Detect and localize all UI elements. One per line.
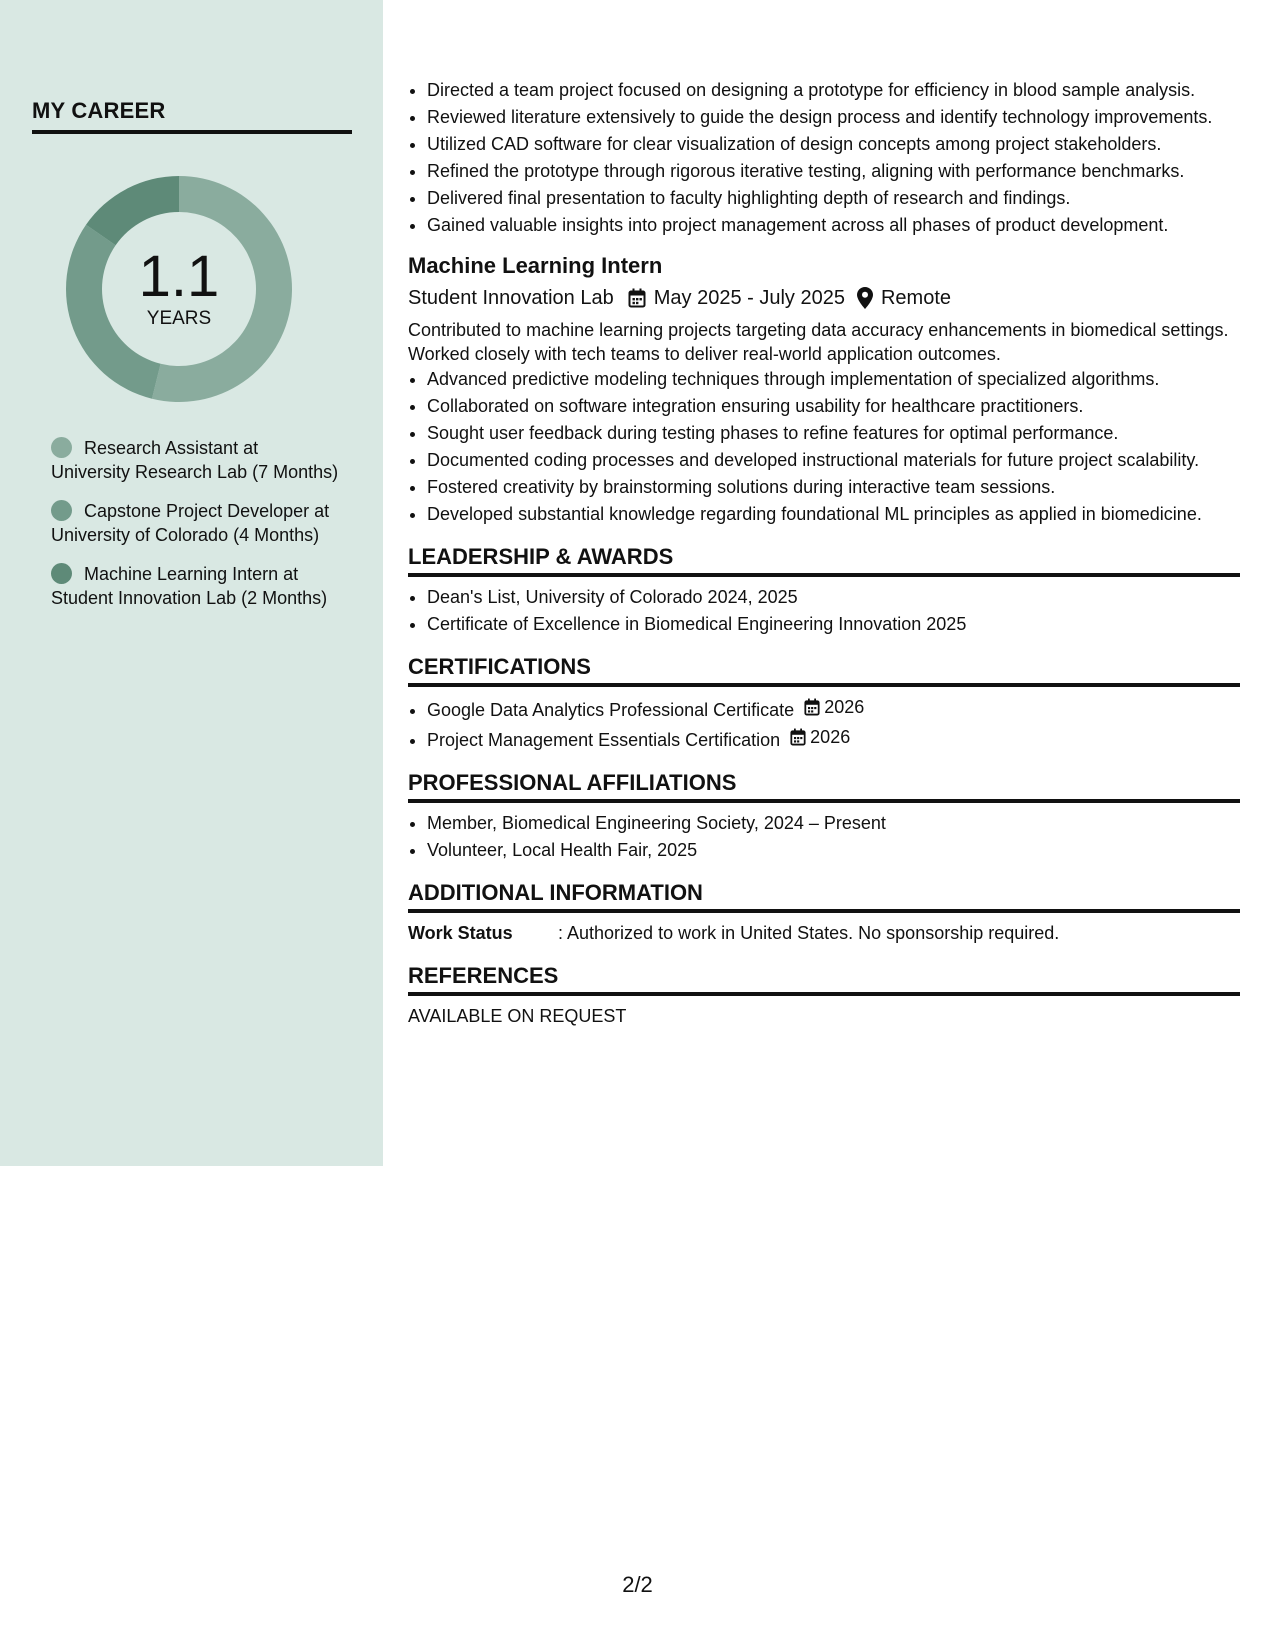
list-item [427, 725, 1240, 752]
job-description: Contributed to machine learning projects targeting data accuracy enhancements in biomedical settings. Worked closely with tech teams to deliver real-world application outcomes. [408, 320, 1229, 364]
list-item [427, 695, 1240, 722]
certification-date [790, 725, 850, 749]
bullet-item: • Refined the prototype through rigorous iterative testing, aligning with performance benchmarks. [427, 159, 1240, 183]
main-content [408, 78, 1240, 1028]
career-legend-item [51, 499, 341, 547]
leadership-list [408, 585, 1240, 636]
certification-name: Google Data Analytics Professional Certificate [427, 700, 795, 720]
job-company: Student Innovation Lab [408, 287, 614, 309]
bullet-item: • Delivered final presentation to faculty highlighting depth of research and findings. [427, 186, 1240, 210]
bullet-item: • Advanced predictive modeling techniques through implementation of specialized algorithms. [427, 367, 1240, 391]
experience-bullets [408, 78, 1240, 237]
bullet-item: • Reviewed literature extensively to guide the design process and identify technology improvements. [427, 105, 1240, 129]
certification-date [804, 695, 864, 719]
additional-info-title: ADDITIONAL INFORMATION [408, 880, 1240, 913]
career-total-unit: YEARS [146, 308, 212, 329]
career-title: MY CAREER [32, 98, 352, 134]
leadership-title: LEADERSHIP & AWARDS [408, 544, 1240, 577]
page-number: 2/2 [622, 1572, 653, 1597]
legend-dot-icon [51, 437, 72, 458]
career-donut-chart [66, 176, 292, 402]
affiliations-title: PROFESSIONAL AFFILIATIONS [408, 770, 1240, 803]
career-legend-item [51, 436, 341, 484]
career-total-value: 1.1 [138, 244, 220, 309]
career-legend-label: Machine Learning Intern at Student Innovation Lab (2 Months) [51, 564, 328, 608]
certification-year: 2026 [810, 727, 851, 747]
bullet-item: • Gained valuable insights into project management across all phases of product development. [427, 213, 1240, 237]
career-legend-item [51, 562, 341, 610]
references-title: REFERENCES [408, 963, 1240, 996]
bullet-item: • Developed substantial knowledge regarding foundational ML principles as applied in biomedicine. [427, 502, 1240, 526]
work-status-row [408, 921, 1240, 945]
certifications-title: CERTIFICATIONS [408, 654, 1240, 687]
job-title: Machine Learning Intern [408, 253, 663, 278]
calendar-icon [628, 288, 646, 308]
career-legend-label: Research Assistant at University Research Lab (7 Months) [51, 438, 339, 482]
legend-dot-icon [51, 500, 72, 521]
bullet-item: • Directed a team project focused on designing a prototype for efficiency in blood sample analysis. [427, 78, 1240, 102]
job-meta [408, 284, 1240, 312]
list-item: • Volunteer, Local Health Fair, 2025 [427, 838, 1240, 862]
bullet-item: • Utilized CAD software for clear visualization of design concepts among project stakeholders. [427, 132, 1240, 156]
list-item: • Certificate of Excellence in Biomedical Engineering Innovation 2025 [427, 612, 1240, 636]
certification-name: Project Management Essentials Certification [427, 730, 781, 750]
location-pin-icon [857, 287, 873, 309]
job-dates: May 2025 - July 2025 [653, 287, 845, 309]
calendar-icon [804, 698, 820, 716]
job-bullets [408, 367, 1240, 526]
affiliations-list [408, 811, 1240, 862]
bullet-item: • Fostered creativity by brainstorming solutions during interactive team sessions. [427, 475, 1240, 499]
certifications-list [408, 695, 1240, 752]
list-item: • Dean's List, University of Colorado 2024, 2025 [427, 585, 1240, 609]
references-text: AVAILABLE ON REQUEST [408, 1006, 627, 1026]
bullet-item: • Documented coding processes and developed instructional materials for future project scalability. [427, 448, 1240, 472]
work-status-value: : Authorized to work in United States. No sponsorship required. [558, 923, 1060, 943]
career-legend [51, 436, 341, 625]
work-status-label: Work Status [408, 923, 513, 943]
calendar-icon [790, 728, 806, 746]
bullet-item: • Sought user feedback during testing phases to refine features for optimal performance. [427, 421, 1240, 445]
list-item: • Member, Biomedical Engineering Society, 2024 – Present [427, 811, 1240, 835]
career-legend-label: Capstone Project Developer at University of Colorado (4 Months) [51, 501, 330, 545]
legend-dot-icon [51, 563, 72, 584]
certification-year: 2026 [824, 697, 865, 717]
job-location: Remote [880, 287, 951, 309]
bullet-item: • Collaborated on software integration ensuring usability for healthcare practitioners. [427, 394, 1240, 418]
sidebar [0, 0, 383, 1166]
